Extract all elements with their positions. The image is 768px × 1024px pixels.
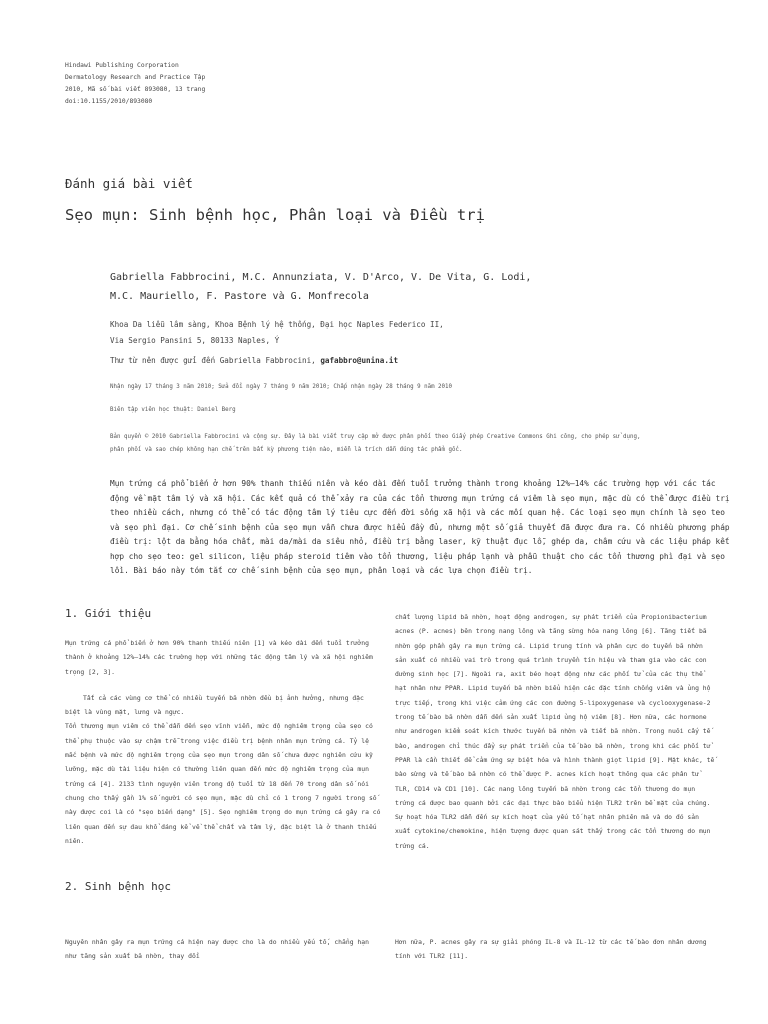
section-heading-pathogenesis: 2. Sinh bệnh học [65,880,171,893]
author-list [110,268,531,306]
copyright-notice [110,431,730,457]
right-column-pathogenesis [395,935,715,964]
journal-header [65,60,205,108]
article-type: Đánh giá bài viết [65,176,193,191]
correspondence-email[interactable]: gafabbro@unina.it [320,356,399,365]
section-heading-introduction: 1. Giới thiệu [65,607,152,620]
paragraph: Nguyên nhân gây ra mụn trứng cá hiện nay được cho là do nhiều yếu tố, chẳng hạn như tăng sản xuất bã nhờn, thay đổi [65,938,369,961]
right-column-continuation [395,610,715,853]
paragraph: Tổn thương mụn viêm có thể dẫn đến sẹo vĩnh viễn, mức độ nghiêm trọng của sẹo có thể phụ thuộc vào sự chậm trễ trong việc điều trị bệnh nhân mụn trứng cá. Tỷ lệ mắc bệnh và mức độ nghiêm trọng của sẹo mụn trong dân số chưa được nghiên cứu kỹ lưỡng, mặc dù tài liệu hiện có thường liên quan đến mức độ nghiêm trọng của mụn trứng cá [4]. 2133 tình nguyện viên trong độ tuổi từ 18 đến 70 trong dân số nói chung cho thấy gần 1% số người có sẹo mụn, mặc dù chỉ có 1 trong 7 người trong số này được coi là có "sẹo biến dạng" [5]. Sẹo nghiêm trọng do mụn trứng cá gây ra có liên quan đến sự đau khổ đáng kể về thể chất và tâm lý, đặc biệt là ở thanh thiếu niên. [65,722,381,845]
academic-editor: Biên tập viên học thuật: Daniel Berg [110,407,236,413]
abstract: Mụn trứng cá phổ biến ở hơn 90% thanh thiếu niên và kéo dài đến tuổi trưởng thành trong khoảng 12%–14% các trường hợp với các tác động về mặt tâm lý và xã hội. Các kết quả có thể xảy ra của các tổn thương mụn trứng cá viêm là sẹo mụn, mặc dù có thể được điều trị theo nhiều cách, nhưng có thể có tác động tâm lý tiêu cực đến đời sống xã hội và các mối quan hệ. Các loại sẹo mụn chính là sẹo teo và sẹo phì đại. Cơ chế sinh bệnh của sẹo mụn vẫn chưa được hiểu đầy đủ, nhưng một số giả thuyết đã được đưa ra. Có nhiều phương pháp điều trị: lột da bằng hóa chất, mài da/mài da siêu nhỏ, điều trị bằng laser, kỹ thuật đục lỗ, ghép da, châm cứu và các liệu pháp kết hợp cho sẹo teo: gel silicon, liệu pháp steroid tiêm vào tổn thương, liệu pháp lạnh và phẫu thuật cho các tổn thương phì đại và sẹo lồi. Bài báo này tóm tắt cơ chế sinh bệnh của sẹo mụn, phân loại và các lựa chọn điều trị. [110,479,730,575]
journal-header-line: 2010, Mã số bài viết 893080, 13 trang [65,86,206,93]
affiliation [110,317,444,349]
article-dates: Nhận ngày 17 tháng 3 năm 2010; Sửa đổi ngày 7 tháng 9 năm 2010; Chấp nhận ngày 28 tháng 9 năm 2010 [110,384,453,390]
affiliation-line: Khoa Da liễu lâm sàng, Khoa Bệnh lý hệ thống, Đại học Naples Federico II, [110,320,444,329]
introduction-left-column [65,636,383,848]
affiliation-line: Via Sergio Pansini 5, 80133 Naples, Ý [110,336,280,345]
paragraph: chất lượng lipid bã nhờn, hoạt động androgen, sự phát triển của Propionibacterium acnes (P. acnes) bên trong nang lông và tăng sừng hóa nang lông [6]. Tăng tiết bã nhờn góp phần gây ra mụn trứng cá. Lipid trung tính và phân cực do tuyến bã nhờn sản xuất có nhiều vai trò trong quá trình truyền tín hiệu và tham gia vào các con đường sinh học [7]. Ngoài ra, axit béo hoạt động như các phối tử của các thụ thể hạt nhân như PPAR. Lipid tuyến bã nhờn biểu hiện các đặc tính chống viêm và ủng hộ trực tiếp, trong khi việc cảm ứng các con đường 5-lipoxygenase và cyclooxygenase-2 trong tế bào bã nhờn dẫn đến sản xuất lipid ủng hộ viêm [8]. Hơn nữa, các hormone như androgen kiểm soát kích thước tuyến bã nhờn và tiết bã nhờn. Trong nuôi cấy tế bào, androgen chỉ thúc đẩy sự phát triển của tế bào bã nhờn, trong khi các phối tử PPAR là cần thiết để cảm ứng sự biệt hóa và hình thành giọt lipid [9]. Mặt khác, tế bào sừng và tế bào bã nhờn có thể được P. acnes kích hoạt thông qua các phân tử TLR, CD14 và CD1 [10]. Các nang lông tuyến bã nhờn trong các tổn thương do mụn trứng cá được bao quanh bởi các đại thực bào biểu hiện TLR2 trên bề mặt của chúng. Sự hoạt hóa TLR2 dẫn đến sự kích hoạt của yếu tố hạt nhân phiên mã và do đó sản xuất cytokine/chemokine, hiện tượng được quan sát thấy trong các tổn thương do mụn trứng cá. [395,613,715,850]
journal-header-line: Dermatology Research and Practice Tập [65,74,206,81]
correspondence [110,356,398,365]
journal-header-line: Hindawi Publishing Corporation [65,62,179,69]
author-line: Gabriella Fabbrocini, M.C. Annunziata, V. D'Arco, V. De Vita, G. Lodi, [110,272,532,283]
pathogenesis-left-column [65,935,383,964]
copyright-line: Bản quyền © 2010 Gabriella Fabbrocini và cộng sự. Đây là bài viết truy cập mở được phân phối theo Giấy phép Creative Commons Ghi công, cho phép sử dụng, [110,434,641,440]
correspondence-text: Thư từ nên được gửi đến Gabriella Fabbrocini, [110,356,321,365]
copyright-line: phân phối và sao chép không hạn chế trên bất kỳ phương tiện nào, miễn là trích dẫn đúng tác phẩm gốc. [110,447,463,453]
author-line: M.C. Mauriello, F. Pastore và G. Monfrecola [110,291,369,302]
paragraph: Hơn nữa, P. acnes gây ra sự giải phóng IL-8 và IL-12 từ các tế bào đơn nhân dương tính với TLR2 [11]. [395,938,707,961]
article-title: Sẹo mụn: Sinh bệnh học, Phân loại và Điều trị [65,206,485,224]
paragraph: Mụn trứng cá phổ biến ở hơn 90% thanh thiếu niên [1] và kéo dài đến tuổi trưởng thành ở khoảng 12%–14% các trường hợp với những tác động tâm lý và xã hội nghiêm trọng [2, 3]. [65,639,373,676]
journal-doi: doi:10.1155/2010/893080 [65,98,153,105]
paragraph: Tất cả các vùng cơ thể có nhiều tuyến bã nhờn đều bị ảnh hưởng, nhưng đặc biệt là vùng mặt, lưng và ngực. [65,693,364,717]
